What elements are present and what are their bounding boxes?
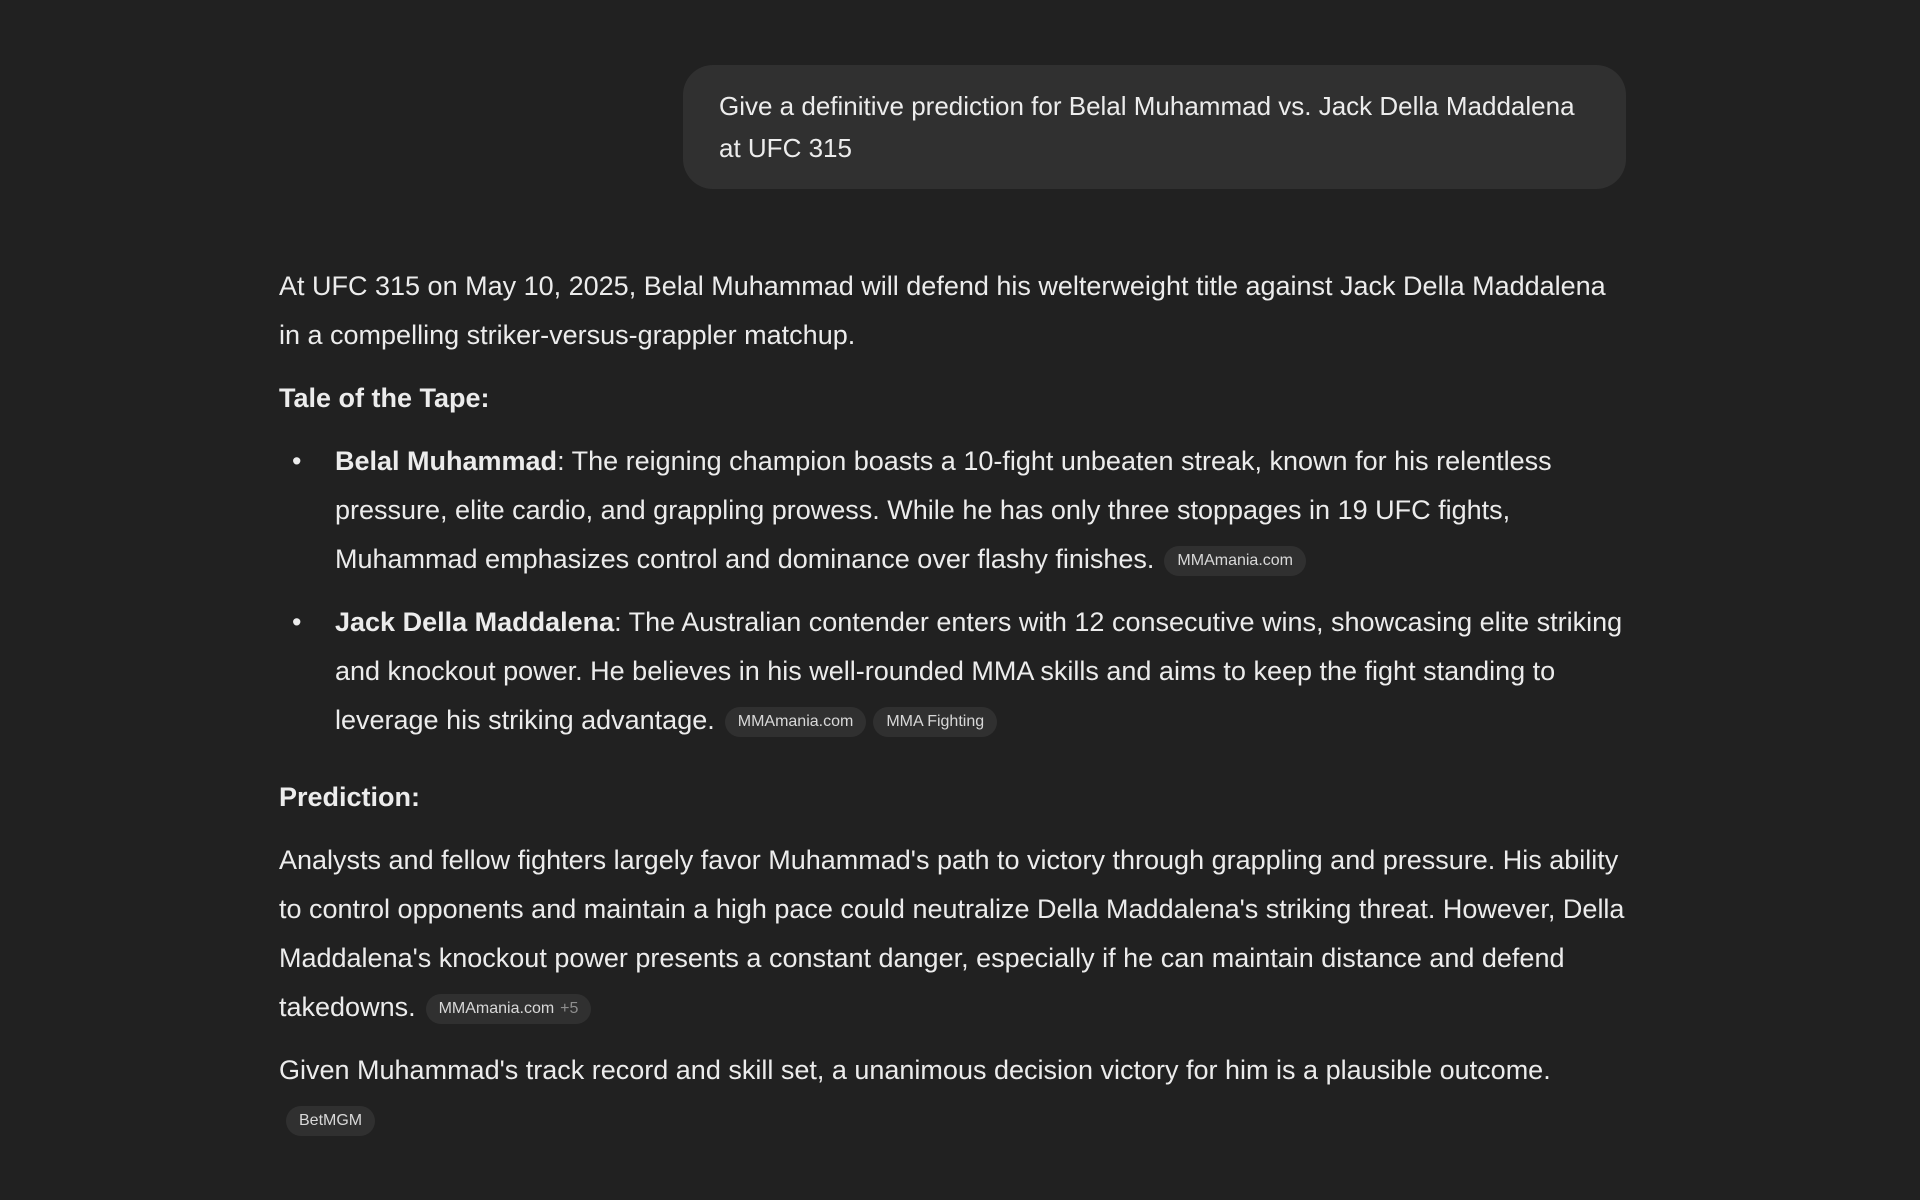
bullet-icon: • [292,607,302,637]
fighter-name: Belal Muhammad [335,446,558,476]
user-message-text: Give a definitive prediction for Belal Muhammad vs. Jack Della Maddalena at UFC 315 [719,91,1575,163]
fighter-name: Jack Della Maddalena [335,607,615,637]
fighter-description: : The reigning champion boasts a 10-fight unbeaten streak, known for his relentless pressure, elite cardio, and grappling prowess. While he has only three stoppages in 19 UFC fights, Muhammad emphasizes control and dominance over flashy finishes. [335,446,1552,574]
tale-of-tape-heading: Tale of the Tape: [279,383,490,413]
conclusion-text: Given Muhammad's track record and skill set, a unanimous decision victory for him is a plausible outcome. [279,1055,1551,1085]
citation-more-count: +5 [560,1000,579,1017]
assistant-response [279,262,1629,1158]
citation-chip-mmamania[interactable]: MMAmania.com [725,707,867,737]
citation-chip-mma-fighting[interactable]: MMA Fighting [873,707,997,737]
list-item [292,598,1629,745]
citation-source: MMAmania.com [438,1000,555,1017]
analysis-text: Analysts and fellow fighters largely favor Muhammad's path to victory through grappling and pressure. His ability to control opponents and maintain a high pace could neutralize Della Maddalena's striking threat. However, Della Maddalena's knockout power presents a constant danger, especially if he can maintain distance and defend takedowns. [279,845,1625,1022]
user-message-bubble [683,65,1626,189]
analysis-paragraph [279,836,1629,1032]
conclusion-paragraph [279,1046,1629,1144]
citation-chip-mmamania[interactable]: MMAmania.com [1164,546,1306,576]
prediction-heading: Prediction: [279,782,421,812]
citation-chip-betmgm[interactable]: BetMGM [286,1106,375,1136]
intro-paragraph: At UFC 315 on May 10, 2025, Belal Muhammad will defend his welterweight title against Jack Della Maddalena in a compelling striker-versus-grappler matchup. [279,271,1606,350]
fighter-description: : The Australian contender enters with 12 consecutive wins, showcasing elite striking and knockout power. He believes in his well-rounded MMA skills and aims to keep the fight standing to leverage his striking advantage. [335,607,1623,735]
fighter-list [279,437,1629,745]
bullet-icon: • [292,446,302,476]
list-item [292,437,1629,584]
citation-chip-mmamania-group[interactable] [426,994,592,1024]
